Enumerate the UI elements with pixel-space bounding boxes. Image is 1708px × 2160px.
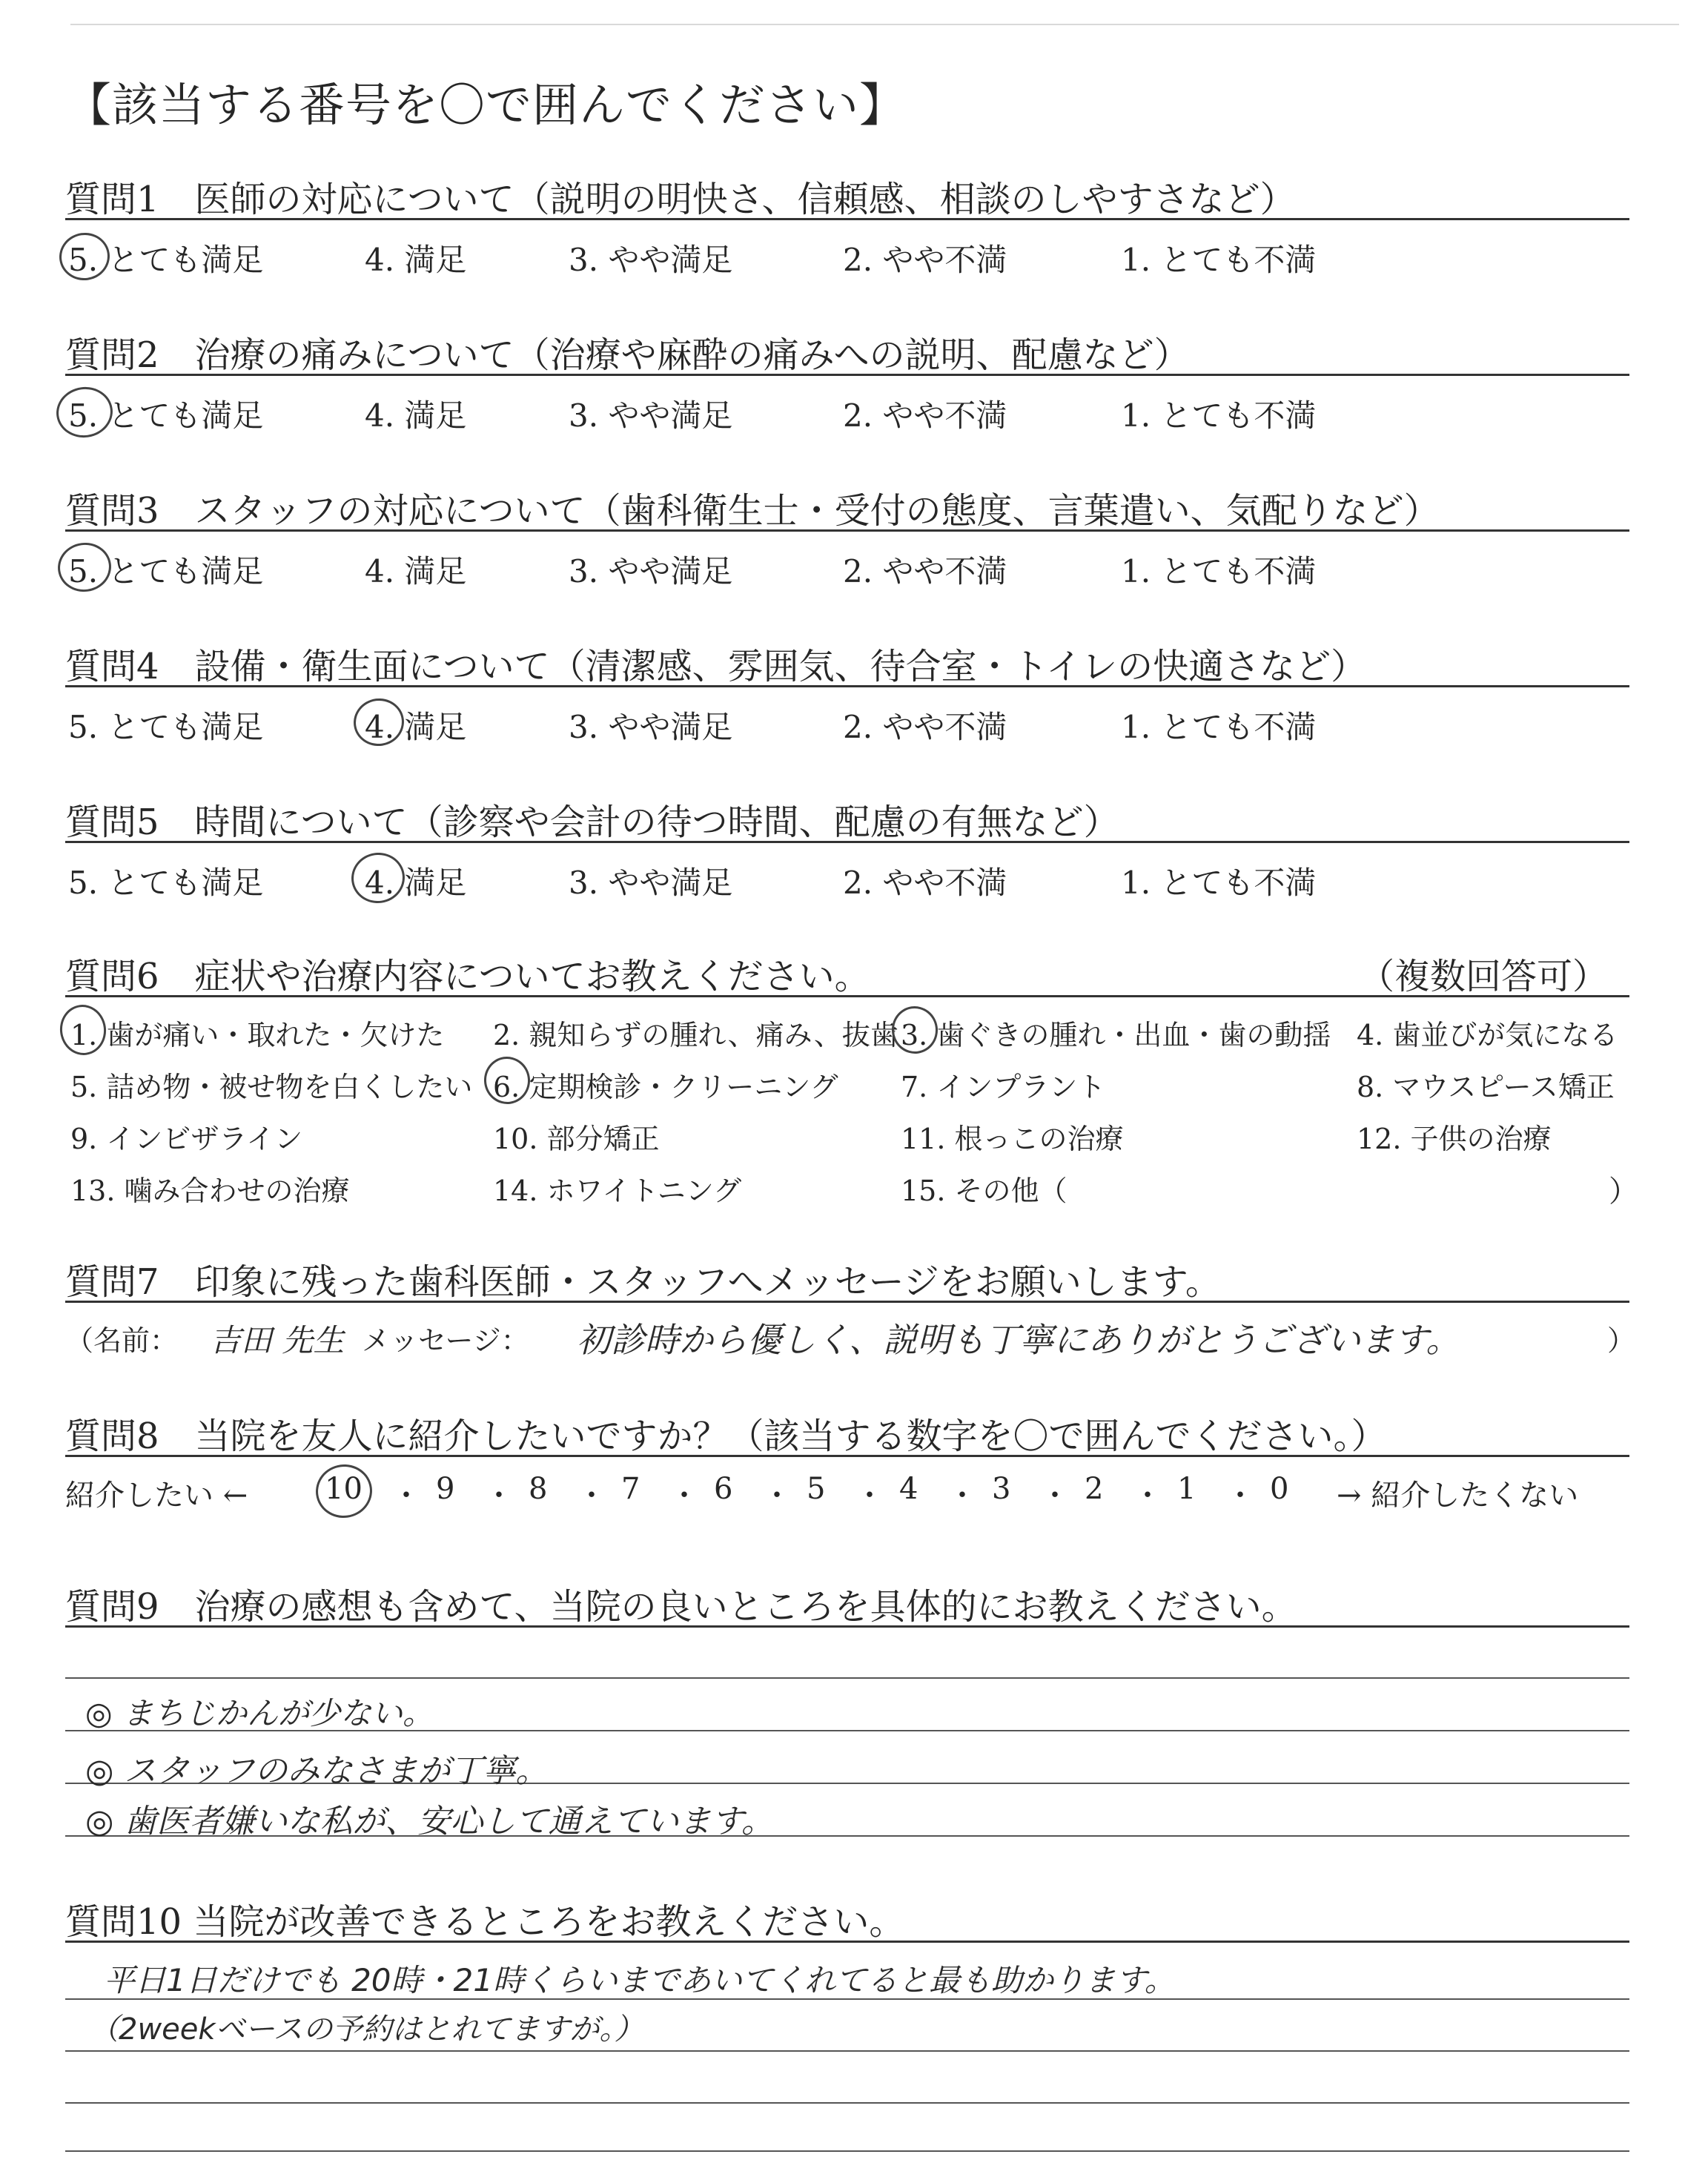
- question-3-title: 質問3 スタッフの対応について（歯科衛生士・受付の態度、言葉遣い、気配りなど）: [65, 490, 1440, 532]
- question-2-title: 質問2 治療の痛みについて（治療や麻酔の痛みへの説明、配慮など）: [65, 334, 1190, 376]
- question-2: [65, 326, 1629, 378]
- q8-scale: 紹介したい ← 10 ・ 9 ・ 8 ・ 7 ・ 6 ・ 5 ・ 4 ・ 3 ・ 2 ・ 1 ・ 0 → 紹介したくない: [65, 1472, 1629, 1516]
- q8-value-6[interactable]: 6: [714, 1472, 733, 1506]
- question-10-title: 質問10 当院が改善できるところをお教えください。: [65, 1901, 905, 1943]
- question-3: [65, 482, 1629, 534]
- q8-value-3[interactable]: 3: [992, 1472, 1011, 1506]
- question-6-note: （複数回答可）: [1359, 956, 1609, 997]
- q8-value-2[interactable]: 2: [1085, 1472, 1104, 1506]
- q6-item-4[interactable]: 4. 歯並びが気になる: [1357, 1019, 1618, 1051]
- question-7-rule: [65, 1301, 1629, 1303]
- q6-item-6[interactable]: 6. 定期検診・クリーニング: [493, 1071, 838, 1103]
- q7-message-value: 初診時から優しく、説明も丁寧にありがとうございます。: [577, 1320, 1460, 1360]
- q2-option-2[interactable]: 2. やや不満: [843, 397, 1007, 434]
- q3-option-5[interactable]: 5. とても満足: [68, 553, 264, 589]
- question-8: [65, 1407, 1629, 1459]
- question-6-options: [70, 1012, 1638, 1235]
- question-5: [65, 793, 1629, 845]
- question-2-rule: [65, 374, 1629, 376]
- q4-option-4[interactable]: 4. 満足: [365, 709, 467, 745]
- q10-answer-1: 平日1日だけでも 20時・21時くらいまであいてくれてると最も助かります。: [104, 1962, 1176, 1998]
- question-4: [65, 638, 1629, 690]
- q3-option-1[interactable]: 1. とても不満: [1121, 553, 1317, 589]
- question-9-rule: [65, 1625, 1629, 1628]
- q1-option-3[interactable]: 3. やや満足: [569, 242, 733, 278]
- question-9-title: 質問9 治療の感想も含めて、当院の良いところを具体的にお教えください。: [65, 1586, 1297, 1628]
- q4-option-1[interactable]: 1. とても不満: [1121, 709, 1317, 745]
- q8-value-4[interactable]: 4: [899, 1472, 918, 1506]
- q7-name-label: （名前：: [65, 1324, 179, 1357]
- q8-value-0[interactable]: 0: [1270, 1472, 1289, 1506]
- q7-close-paren: ）: [1607, 1324, 1636, 1357]
- q7-message-label: メッセージ：: [362, 1324, 529, 1357]
- question-1-options: [68, 236, 1625, 280]
- q6-item-13[interactable]: 13. 噛み合わせの治療: [70, 1175, 350, 1207]
- q5-option-3[interactable]: 3. やや満足: [569, 865, 733, 901]
- question-5-rule: [65, 841, 1629, 843]
- q3-option-2[interactable]: 2. やや不満: [843, 553, 1007, 589]
- question-6: [65, 948, 1629, 1000]
- q5-option-1[interactable]: 1. とても不満: [1121, 865, 1317, 901]
- q8-selection-circle: [312, 1461, 375, 1522]
- q7-name-value: 吉田 先生: [210, 1322, 345, 1358]
- q6-item-9[interactable]: 9. インビザライン: [70, 1123, 303, 1155]
- question-3-options: [68, 547, 1625, 592]
- q6-item-8[interactable]: 8. マウスピース矯正: [1357, 1071, 1615, 1103]
- question-7: [65, 1253, 1629, 1305]
- q5-option-2[interactable]: 2. やや不満: [843, 865, 1007, 901]
- q6-item-1[interactable]: 1. 歯が痛い・取れた・欠けた: [70, 1019, 445, 1051]
- q10-line-4: [65, 2150, 1629, 2152]
- q4-option-5[interactable]: 5. とても満足: [68, 709, 264, 745]
- question-8-title: 質問8 当院を友人に紹介したいですか？（該当する数字を〇で囲んでください。）: [65, 1416, 1387, 1457]
- q9-line-1: [65, 1677, 1629, 1679]
- q2-option-3[interactable]: 3. やや満足: [569, 397, 733, 434]
- q8-value-1[interactable]: 1: [1177, 1472, 1196, 1506]
- q3-option-4[interactable]: 4. 満足: [365, 553, 467, 589]
- q3-option-3[interactable]: 3. やや満足: [569, 553, 733, 589]
- q6-item-15[interactable]: 15. その他（: [901, 1175, 1068, 1207]
- question-8-rule: [65, 1455, 1629, 1457]
- q8-value-10[interactable]: 10: [325, 1472, 363, 1506]
- q7-message-field[interactable]: [65, 1316, 1636, 1368]
- q5-option-5[interactable]: 5. とても満足: [68, 865, 264, 901]
- q8-value-7[interactable]: 7: [621, 1472, 640, 1506]
- top-border: [70, 24, 1679, 25]
- q8-value-8[interactable]: 8: [529, 1472, 548, 1506]
- question-10-rule: [65, 1941, 1629, 1943]
- q4-option-3[interactable]: 3. やや満足: [569, 709, 733, 745]
- question-4-rule: [65, 685, 1629, 687]
- question-7-title: 質問7 印象に残った歯科医師・スタッフへメッセージをお願いします。: [65, 1261, 1221, 1303]
- form-heading: 【該当する番号を〇で囲んでください】: [65, 78, 907, 132]
- q2-option-4[interactable]: 4. 満足: [365, 397, 467, 434]
- q1-option-4[interactable]: 4. 満足: [365, 242, 467, 278]
- q5-option-4[interactable]: 4. 満足: [365, 865, 467, 901]
- q10-line-2: [65, 2050, 1629, 2052]
- question-9: [65, 1578, 1629, 1630]
- q9-answer-2: ◎ スタッフのみなさまが丁寧。: [85, 1752, 549, 1790]
- question-5-options: [68, 859, 1625, 903]
- question-2-options: [68, 392, 1625, 436]
- question-1: [65, 171, 1629, 222]
- q9-answer-3: ◎ 歯医者嫌いな私が、安心して通えています。: [85, 1803, 774, 1840]
- q8-value-5[interactable]: 5: [807, 1472, 826, 1506]
- question-1-title: 質問1 医師の対応について（説明の明快さ、信頼感、相談のしやすさなど）: [65, 179, 1296, 220]
- q8-left-label: 紹介したい ←: [65, 1479, 248, 1513]
- q8-value-9[interactable]: 9: [436, 1472, 455, 1506]
- question-5-title: 質問5 時間について（診察や会計の待つ時間、配慮の有無など）: [65, 802, 1119, 843]
- question-1-rule: [65, 218, 1629, 220]
- question-6-title: 質問6 症状や治療内容についてお教えください。: [65, 956, 870, 997]
- q6-item-15-close: ）: [1609, 1175, 1638, 1209]
- question-6-rule: [65, 995, 1629, 997]
- q9-answer-1: ◎ まちじかんが少ない。: [85, 1695, 434, 1731]
- question-10: [65, 1893, 1629, 1945]
- q8-right-label: → 紹介したくない: [1337, 1479, 1579, 1513]
- question-3-rule: [65, 529, 1629, 532]
- q6-item-10[interactable]: 10. 部分矯正: [493, 1123, 660, 1155]
- q1-option-2[interactable]: 2. やや不満: [843, 242, 1007, 278]
- q1-option-1[interactable]: 1. とても不満: [1121, 242, 1317, 278]
- q6-item-12[interactable]: 12. 子供の治療: [1357, 1123, 1552, 1155]
- q10-line-3: [65, 2102, 1629, 2104]
- q1-option-5[interactable]: 5. とても満足: [68, 242, 264, 278]
- q6-item-14[interactable]: 14. ホワイトニング: [493, 1175, 742, 1207]
- q6-item-5[interactable]: 5. 詰め物・被せ物を白くしたい: [70, 1071, 473, 1103]
- q6-item-3[interactable]: 3. 歯ぐきの腫れ・出血・歯の動揺: [901, 1019, 1331, 1051]
- q2-option-1[interactable]: 1. とても不満: [1121, 397, 1317, 434]
- q6-item-2[interactable]: 2. 親知らずの腫れ、痛み、抜歯: [493, 1019, 898, 1051]
- q4-option-2[interactable]: 2. やや不満: [843, 709, 1007, 745]
- question-4-title: 質問4 設備・衛生面について（清潔感、雰囲気、待合室・トイレの快適さなど）: [65, 646, 1367, 687]
- q10-answer-2: （2weekベースの予約はとれてますが。）: [89, 2012, 644, 2047]
- q6-item-11[interactable]: 11. 根っこの治療: [901, 1123, 1124, 1155]
- question-4-options: [68, 703, 1625, 747]
- q2-option-5[interactable]: 5. とても満足: [68, 397, 264, 434]
- q6-item-7[interactable]: 7. インプラント: [901, 1071, 1106, 1103]
